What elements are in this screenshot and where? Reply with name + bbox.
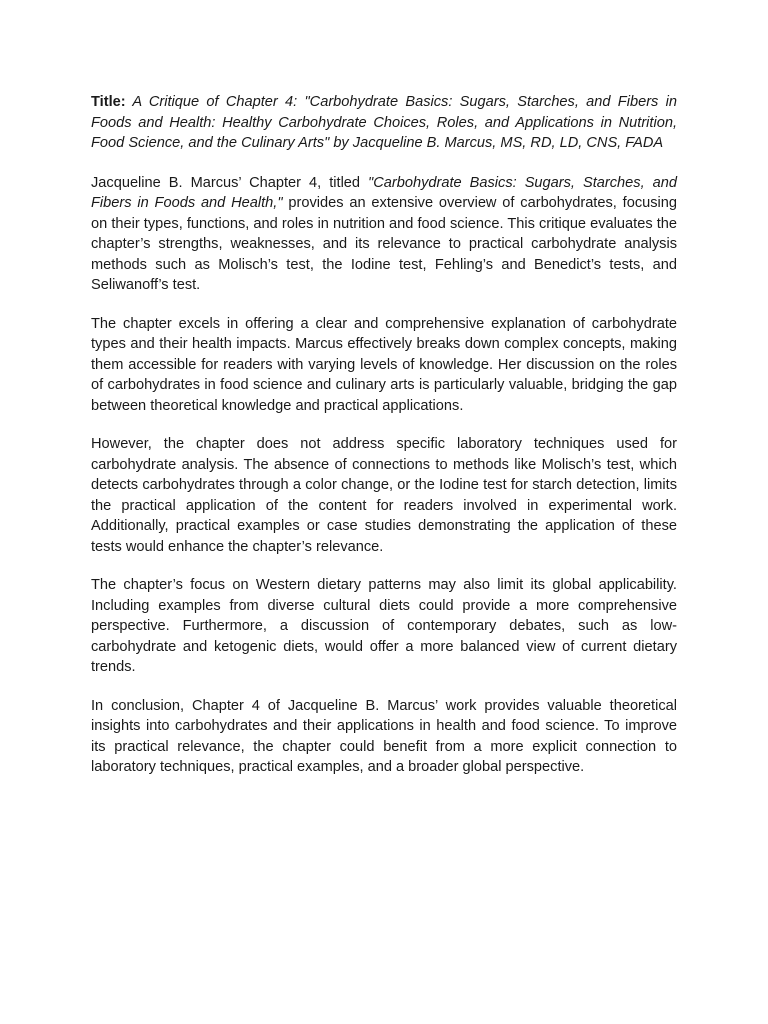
strengths-paragraph: The chapter excels in offering a clear and comprehensive explanation of carbohydrate types and their health impacts. Marcus effectively breaks down complex concepts, making them accessible for readers with varying levels of knowledge. Her discussion on the roles of carbohydrates in food science and culinary arts is particularly valuable, bridging the gap between theoretical knowledge and practical applications. <box>91 315 677 414</box>
title-label: Title: <box>91 94 126 110</box>
intro-rest: provides an extensive overview of carbohydrates, focusing on their types, functions, and roles in nutrition and food science. This critique evaluates the chapter’s strengths, weaknesses, and its relevance to practical carbohydrate analysis methods such as Molisch’s test, the Iodine test, Fehling’s and Benedict’s tests, and Seliwanoff’s test. <box>91 195 678 293</box>
document-title <box>91 92 677 154</box>
intro-lead: Jacqueline B. Marcus’ Chapter 4, titled <box>91 174 369 191</box>
title-text: A Critique of Chapter 4: "Carbohydrate Basics: Sugars, Starches, and Fibers in Foods and Health: Healthy Carbohydrate Choices, Roles, and Applications in Nutrition, Food Science, and the Culinary Arts" by Jacqueline B. Marcus, MS, RD, LD, CNS, FADA <box>91 94 677 151</box>
conclusion-paragraph: In conclusion, Chapter 4 of Jacqueline B. Marcus’ work provides valuable theoretical insights into carbohydrates and their applications in health and food science. To improve its practical relevance, the chapter could benefit from a more explicit connection to laboratory techniques, practical examples, and a broader global perspective. <box>91 697 677 775</box>
document-page <box>91 92 677 796</box>
intro-chapter-title: "Carbohydrate Basics: Sugars, Starches, and Fibers in Foods and Health," <box>91 174 677 211</box>
global-applicability-paragraph: The chapter’s focus on Western dietary patterns may also limit its global applicability. Including examples from diverse cultural diets could provide a more comprehensive perspective. Furthermore, a discussion of contemporary debates, such as low-carbohydrate and ketogenic diets, would offer a more balanced view of current dietary trends. <box>91 577 677 675</box>
weaknesses-paragraph: However, the chapter does not address specific laboratory techniques used for carbohydrate analysis. The absence of connections to methods like Molisch’s test, which detects carbohydrates through a color change, or the Iodine test for starch detection, limits the practical application of the content for readers involved in experimental work. Additionally, practical examples or case studies demonstrating the application of these tests would enhance the chapter’s relevance. <box>91 436 677 555</box>
intro-paragraph <box>91 173 677 296</box>
